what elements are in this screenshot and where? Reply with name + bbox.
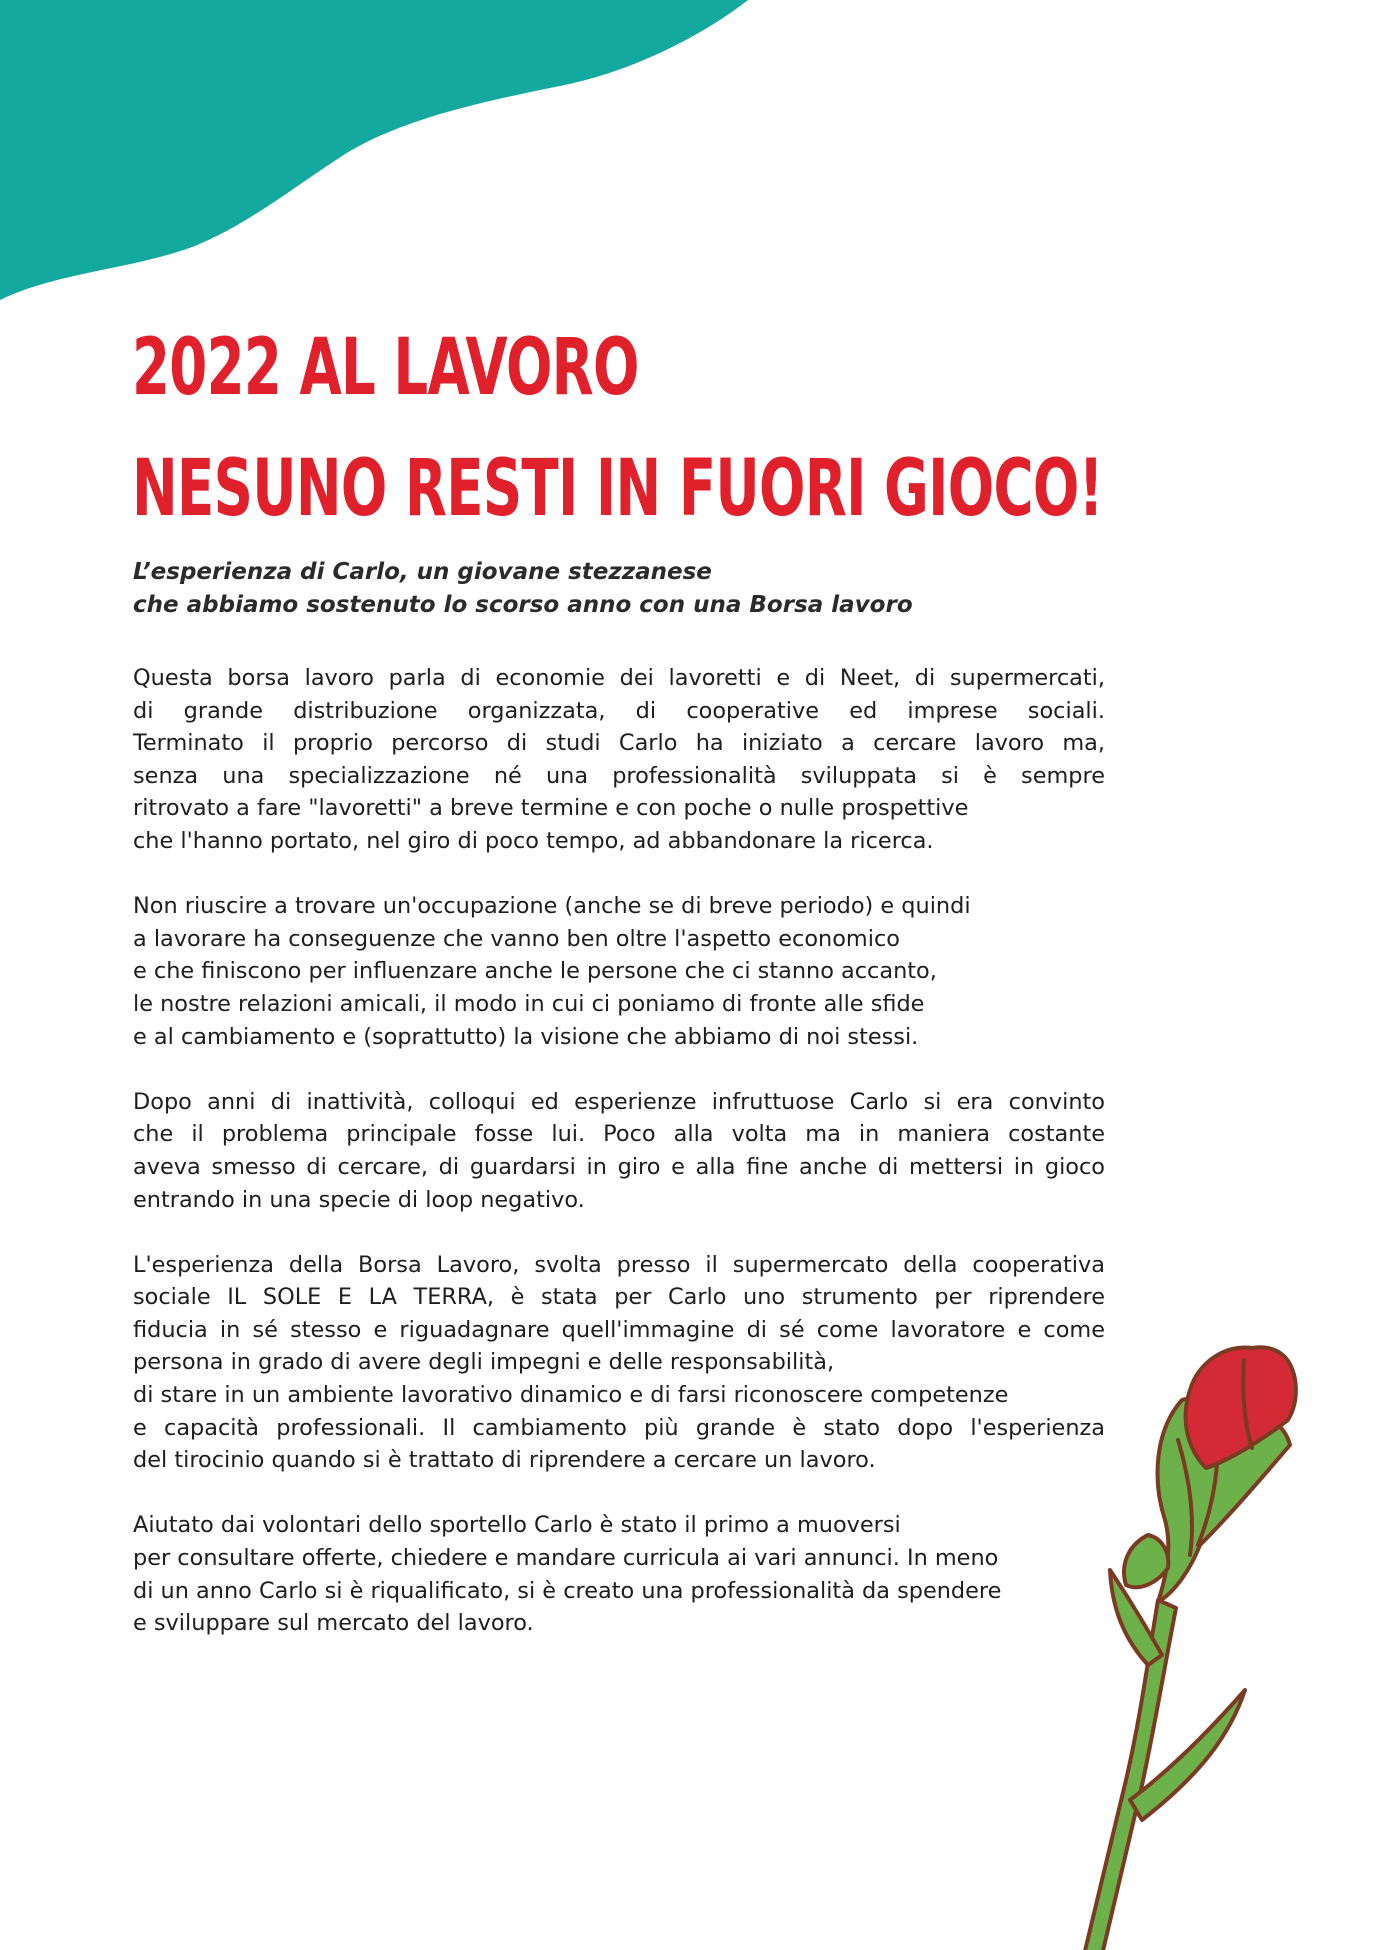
- text-line: Non riuscire a trovare un'occupazione (anche se di breve periodo) e quindi: [133, 893, 971, 920]
- text-line: Aiutato dai volontari dello sportello Carlo è stato il primo a muoversi: [133, 1512, 901, 1539]
- subtitle: [133, 556, 1133, 622]
- carnation-flower-illustration: [1030, 1330, 1360, 1950]
- text-line: e al cambiamento e (soprattutto) la visione che abbiamo di noi stessi.: [133, 1023, 919, 1050]
- teal-wave-decoration: [0, 0, 760, 300]
- subtitle-line-2: che abbiamo sostenuto lo scorso anno con una Borsa lavoro: [133, 592, 913, 618]
- text-line: di grande distribuzione organizzata, di cooperative ed imprese sociali.: [133, 697, 1105, 724]
- text-line: che il problema principale fosse lui. Poco alla volta ma in maniera costante: [133, 1121, 1105, 1148]
- text-line: senza una specializzazione né una professionalità sviluppata si è sempre: [133, 762, 1105, 789]
- paragraph-1: [133, 662, 1105, 858]
- text-line: Terminato il proprio percorso di studi Carlo ha iniziato a cercare lavoro ma,: [133, 730, 1105, 757]
- paragraph-4: [133, 1249, 1105, 1477]
- page-title: [132, 308, 1103, 550]
- text-line: Dopo anni di inattività, colloqui ed esperienze infruttuose Carlo si era convinto: [133, 1088, 1105, 1115]
- text-line: sociale IL SOLE E LA TERRA, è stata per Carlo uno strumento per riprendere: [133, 1284, 1105, 1311]
- teal-wave-shape: [0, 0, 748, 300]
- text-line: che l'hanno portato, nel giro di poco tempo, ad abbandonare la ricerca.: [133, 827, 934, 854]
- text-line: le nostre relazioni amicali, il modo in cui ci poniamo di fronte alle sfide: [133, 990, 925, 1017]
- text-line: del tirocinio quando si è trattato di riprendere a cercare un lavoro.: [133, 1447, 876, 1474]
- text-line: per consultare offerte, chiedere e mandare curricula ai vari annunci. In meno: [133, 1545, 999, 1572]
- side-bud: [1124, 1535, 1168, 1587]
- text-line: e che finiscono per influenzare anche le persone che ci stanno accanto,: [133, 958, 937, 985]
- text-line: persona in grado di avere degli impegni e delle responsabilità,: [133, 1349, 835, 1376]
- text-line: Questa borsa lavoro parla di economie dei lavoretti e di Neet, di supermercati,: [133, 665, 1105, 691]
- text-line: ritrovato a fare "lavoretti" a breve termine e con poche o nulle prospettive: [133, 795, 969, 822]
- paragraph-3: [133, 1086, 1105, 1216]
- text-line: entrando in una specie di loop negativo.: [133, 1186, 585, 1213]
- text-line: a lavorare ha conseguenze che vanno ben oltre l'aspetto economico: [133, 925, 900, 952]
- paragraph-2: [133, 890, 1105, 1053]
- text-line: fiducia in sé stesso e riguadagnare quell'immagine di sé come lavoratore e come: [133, 1316, 1105, 1343]
- text-line: aveva smesso di cercare, di guardarsi in giro e alla fine anche di mettersi in gioco: [133, 1153, 1105, 1180]
- title-line-1: 2022 AL LAVORO: [132, 323, 639, 413]
- title-line-2: NESUNO RESTI IN FUORI GIOCO!: [132, 444, 1103, 534]
- article-body: [133, 662, 1105, 1672]
- text-line: e capacità professionali. Il cambiamento più grande è stato dopo l'esperienza: [133, 1414, 1105, 1441]
- text-line: L'esperienza della Borsa Lavoro, svolta presso il supermercato della cooperativa: [133, 1251, 1105, 1278]
- text-line: e sviluppare sul mercato del lavoro.: [133, 1610, 534, 1637]
- subtitle-line-1: L’esperienza di Carlo, un giovane stezzanese: [133, 559, 712, 585]
- text-line: di stare in un ambiente lavorativo dinamico e di farsi riconoscere competenze: [133, 1382, 1009, 1409]
- paragraph-5: [133, 1509, 1105, 1639]
- text-line: di un anno Carlo si è riqualificato, si è creato una professionalità da spendere: [133, 1577, 1002, 1604]
